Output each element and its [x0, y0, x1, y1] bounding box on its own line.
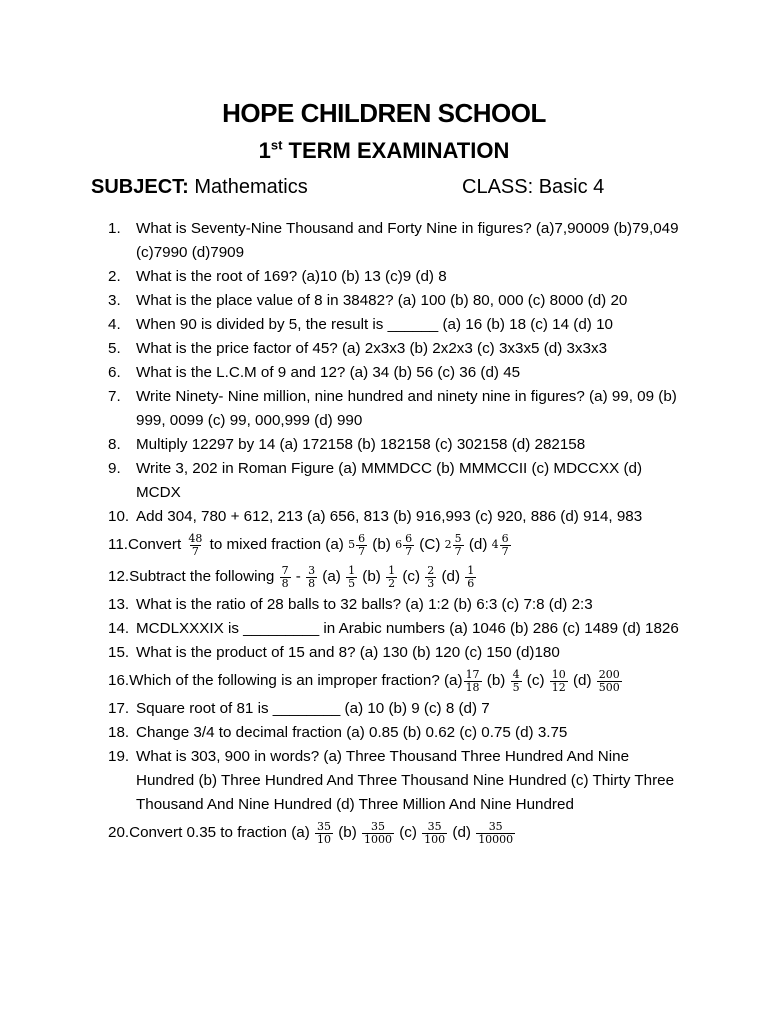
option-label: (d) — [437, 568, 465, 586]
denominator: 8 — [281, 576, 289, 590]
question-text: Add 304, 780 + 612, 213 (a) 656, 813 (b) 916,993 (c) 920, 886 (d) 914, 983 — [136, 508, 643, 525]
numerator: 6 — [358, 531, 366, 545]
fraction — [465, 565, 476, 590]
question-number: 20. — [108, 824, 130, 842]
numerator: 4 — [512, 667, 520, 681]
denominator: 7 — [191, 544, 199, 558]
numerator: 6 — [405, 531, 413, 545]
question-1 — [108, 217, 688, 265]
fraction — [422, 821, 447, 846]
question-18 — [108, 721, 688, 745]
option-label: (c) — [395, 824, 422, 842]
question-13 — [108, 593, 688, 617]
question-number: 2. — [108, 268, 121, 285]
question-number: 3. — [108, 292, 121, 309]
subject-label: SUBJECT: — [91, 176, 189, 198]
question-number: 16. — [108, 672, 130, 690]
denominator: 10 — [317, 832, 331, 846]
numerator: 6 — [501, 531, 509, 545]
question-8 — [108, 433, 688, 457]
question-prefix: Which of the following is an improper fraction? (a) — [129, 672, 463, 690]
question-15 — [108, 641, 688, 665]
whole-number: 6 — [395, 538, 403, 551]
question-6 — [108, 361, 688, 385]
question-4 — [108, 313, 688, 337]
question-middle: to mixed fraction (a) — [205, 536, 349, 554]
question-19 — [108, 745, 688, 817]
question-text: What is the L.C.M of 9 and 12? (a) 34 (b) 56 (c) 36 (d) 45 — [136, 364, 521, 381]
numerator: 1 — [388, 563, 396, 577]
numerator: 1 — [467, 563, 475, 577]
question-text — [108, 819, 688, 847]
question-5 — [108, 337, 688, 361]
fraction — [386, 565, 397, 590]
fraction — [403, 533, 414, 558]
question-text: Multiply 12297 by 14 (a) 172158 (b) 182158 (c) 302158 (d) 282158 — [136, 436, 586, 453]
question-number: 7. — [108, 388, 121, 405]
whole-number: 5 — [348, 538, 356, 551]
question-14 — [108, 617, 688, 641]
option-label: (b) — [334, 824, 362, 842]
question-20 — [108, 817, 688, 849]
numerator: 5 — [454, 531, 462, 545]
option-label: (c) — [522, 672, 549, 690]
denominator: 18 — [465, 680, 480, 694]
exam-title — [0, 138, 768, 164]
subject-line — [91, 176, 308, 199]
question-number: 4. — [108, 316, 121, 333]
question-text: What is the root of 169? (a)10 (b) 13 (c)9 (d) 8 — [136, 268, 447, 285]
denominator: 5 — [348, 576, 356, 590]
fraction — [306, 565, 317, 590]
question-text — [108, 563, 688, 591]
option-label: (d) — [464, 536, 492, 554]
fraction — [186, 533, 204, 558]
denominator: 8 — [308, 576, 316, 590]
question-text: Write 3, 202 in Roman Figure (a) MMMDCC (b) MMMCCII (c) MDCCXX (d) MCDX — [136, 460, 643, 501]
numerator: 10 — [551, 667, 566, 681]
question-number: 12. — [108, 568, 130, 586]
fraction — [597, 669, 622, 694]
whole-number: 4 — [491, 538, 499, 551]
fraction — [453, 533, 464, 558]
numerator: 48 — [188, 531, 203, 545]
question-number: 19. — [108, 748, 130, 766]
question-text: Change 3/4 to decimal fraction (a) 0.85 (b) 0.62 (c) 0.75 (d) 3.75 — [136, 724, 568, 742]
question-number: 8. — [108, 436, 121, 453]
numerator: 7 — [281, 563, 289, 577]
question-prefix: Convert — [128, 536, 186, 554]
option-label: (b) — [358, 568, 386, 586]
option-label: (b) — [368, 536, 396, 554]
question-text — [108, 531, 688, 559]
option-label: (d) — [448, 824, 476, 842]
question-16 — [108, 665, 688, 697]
denominator: 1000 — [364, 832, 393, 846]
numerator: 35 — [317, 819, 331, 833]
fraction — [280, 565, 291, 590]
question-number: 13. — [108, 596, 130, 614]
denominator: 500 — [598, 680, 620, 694]
denominator: 2 — [388, 576, 396, 590]
fraction — [476, 821, 515, 846]
denominator: 7 — [454, 544, 462, 558]
question-number: 17. — [108, 700, 130, 718]
question-prefix: Subtract the following — [129, 568, 279, 586]
fraction — [500, 533, 511, 558]
denominator: 7 — [501, 544, 509, 558]
term-title: TERM EXAMINATION — [282, 138, 510, 163]
denominator: 10000 — [478, 832, 514, 846]
class-value: Basic 4 — [533, 176, 605, 198]
question-number: 9. — [108, 460, 121, 477]
numerator: 2 — [427, 563, 435, 577]
question-text: What is the ratio of 28 balls to 32 balls? (a) 1:2 (b) 6:3 (c) 7:8 (d) 2:3 — [136, 596, 593, 614]
question-text: Square root of 81 is ________ (a) 10 (b) 9 (c) 8 (d) 7 — [136, 700, 490, 718]
fraction — [425, 565, 436, 590]
denominator: 3 — [427, 576, 435, 590]
numerator: 35 — [427, 819, 442, 833]
denominator: 7 — [358, 544, 366, 558]
denominator: 7 — [405, 544, 413, 558]
fraction — [511, 669, 522, 694]
numerator: 35 — [488, 819, 503, 833]
numerator: 35 — [371, 819, 386, 833]
question-text: What is the product of 15 and 8? (a) 130 (b) 120 (c) 150 (d)180 — [136, 644, 560, 662]
fraction — [356, 533, 367, 558]
fraction — [550, 669, 568, 694]
question-list — [108, 217, 688, 849]
question-text: MCDLXXXIX is _________ in Arabic numbers (a) 1046 (b) 286 (c) 1489 (d) 1826 — [136, 620, 679, 638]
question-number: 1. — [108, 220, 121, 237]
denominator: 12 — [551, 680, 566, 694]
question-text: What is 303, 900 in words? (a) Three Thousand Three Hundred And Nine Hundred (b) Three Hundred And Three Thousand Nine Hundred (c) Thirty Three Thousand And Nine Hundred (d) Three Million And Nine Hundred — [136, 748, 675, 814]
denominator: 5 — [512, 680, 520, 694]
numerator: 200 — [598, 667, 620, 681]
question-number: 10. — [108, 508, 130, 525]
whole-number: 2 — [444, 538, 452, 551]
question-number: 14. — [108, 620, 130, 638]
question-text: What is the place value of 8 in 38482? (a) 100 (b) 80, 000 (c) 8000 (d) 20 — [136, 292, 628, 309]
fraction — [315, 821, 333, 846]
question-17 — [108, 697, 688, 721]
question-2 — [108, 265, 688, 289]
question-text: Write Ninety- Nine million, nine hundred and ninety nine in figures? (a) 99, 09 (b) 999, 0099 (c) 99, 000,999 (d) 990 — [136, 388, 677, 429]
numerator: 3 — [308, 563, 316, 577]
question-number: 18. — [108, 724, 130, 742]
minus-sign: - — [291, 568, 306, 586]
question-3 — [108, 289, 688, 313]
class-label: CLASS: — [462, 176, 534, 198]
question-text: When 90 is divided by 5, the result is ______ (a) 16 (b) 18 (c) 14 (d) 10 — [136, 316, 613, 333]
option-label: (a) — [318, 568, 346, 586]
question-11 — [108, 529, 688, 561]
question-number: 5. — [108, 340, 121, 357]
question-text — [108, 667, 688, 695]
school-name: HOPE CHILDREN SCHOOL — [222, 98, 546, 128]
question-text: What is the price factor of 45? (a) 2x3x3 (b) 2x2x3 (c) 3x3x5 (d) 3x3x3 — [136, 340, 608, 357]
subject-value: Mathematics — [188, 176, 308, 198]
term-number: 1 — [258, 138, 271, 163]
fraction — [346, 565, 357, 590]
question-prefix: Convert 0.35 to fraction (a) — [129, 824, 314, 842]
question-12 — [108, 561, 688, 593]
question-number: 15. — [108, 644, 130, 662]
question-text: What is Seventy-Nine Thousand and Forty Nine in figures? (a)7,90009 (b)79,049 (c)7990 (d)7909 — [136, 220, 679, 261]
fraction — [362, 821, 394, 846]
option-label: (b) — [482, 672, 510, 690]
numerator: 1 — [348, 563, 356, 577]
numerator: 17 — [465, 667, 480, 681]
denominator: 100 — [424, 832, 446, 846]
class-line — [462, 176, 604, 199]
option-label: (d) — [568, 672, 596, 690]
question-9 — [108, 457, 688, 505]
term-suffix: st — [270, 137, 283, 153]
question-number: 6. — [108, 364, 121, 381]
option-label: (c) — [398, 568, 425, 586]
question-number: 11. — [108, 536, 128, 554]
fraction — [464, 669, 482, 694]
question-7 — [108, 385, 688, 433]
denominator: 6 — [467, 576, 475, 590]
question-10 — [108, 505, 688, 529]
option-label: (C) — [415, 536, 445, 554]
